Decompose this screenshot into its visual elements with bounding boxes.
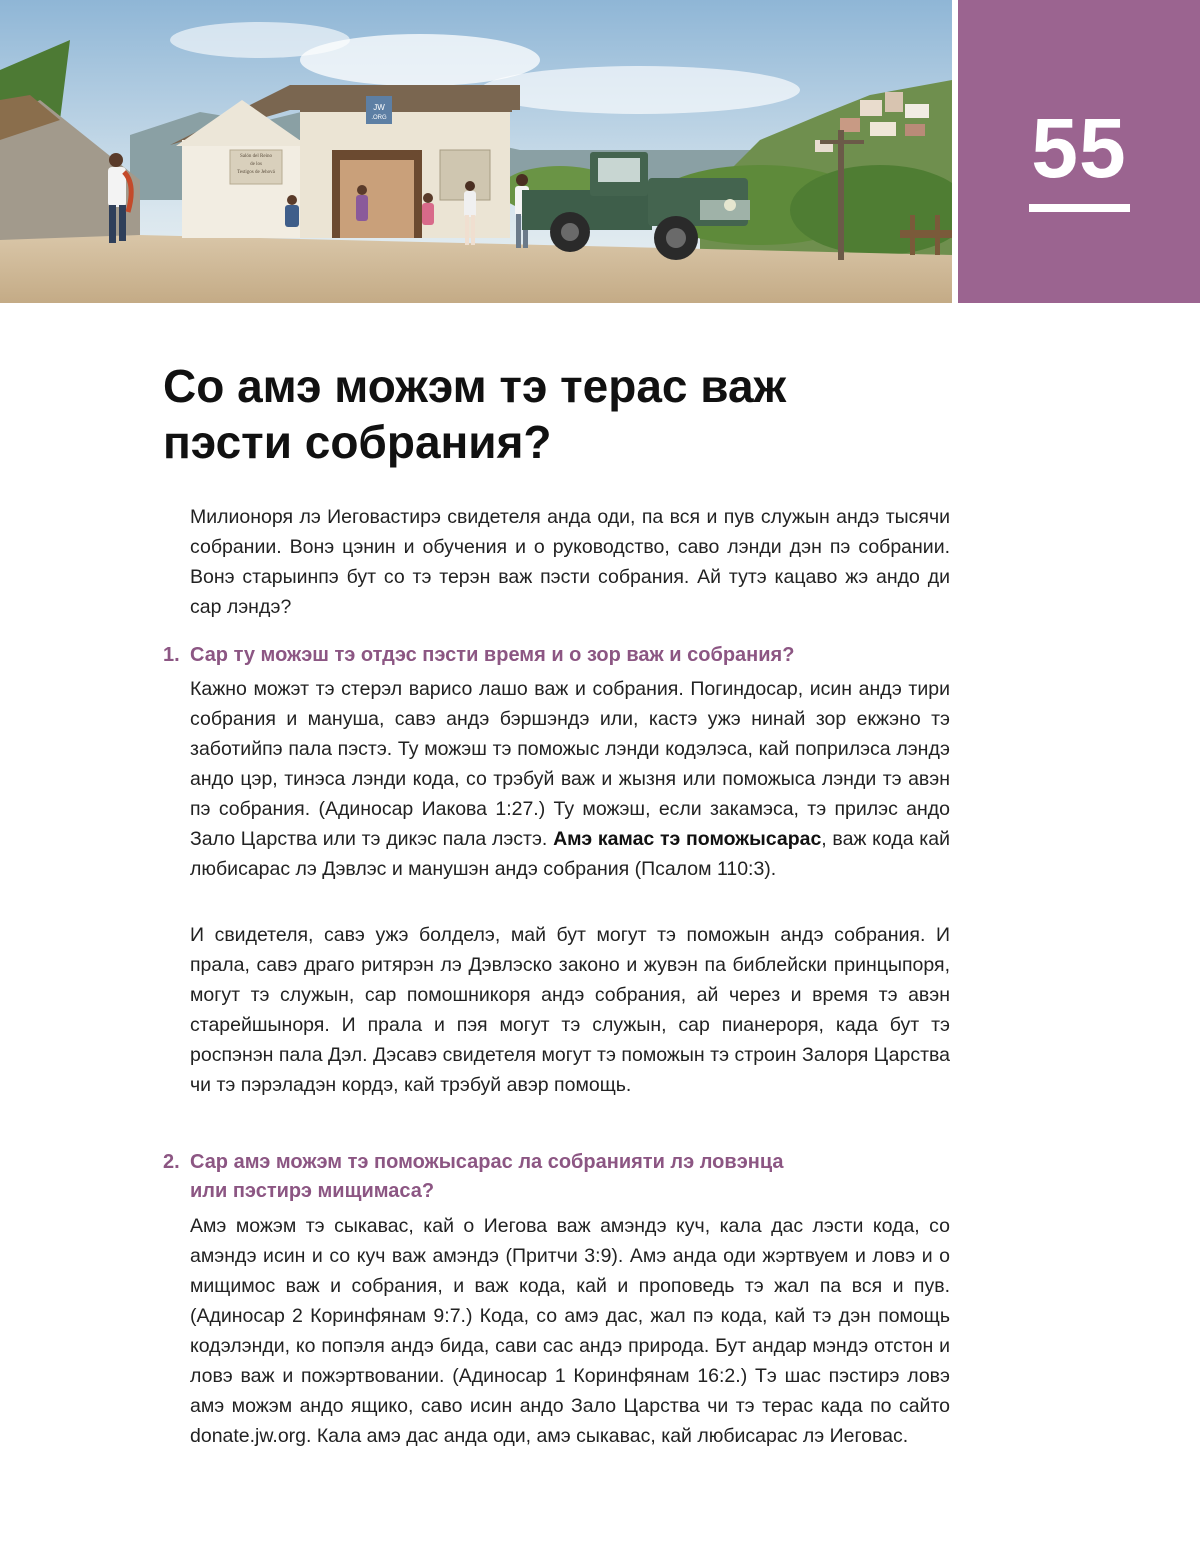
section-1-paragraph-1-text-a: Кажно можэт тэ стерэл варисо лашо важ и собрания. Погиндосар, исин андэ тири собрания и мануша, савэ андэ бэршэндэ или, кастэ ужэ нинай зор екжэно тэ заботийпэ пала пэстэ. Ту можэш тэ поможыс лэнди кодэлэса, кай поприлэса лэндэ андо цэр, тинэса лэнди кода, со трэбуй важ и жызня или поможыса лэнди тэ авэн пэ собрания. (Адиносар Иакова 1:27.) Ту можэш, если закамэса, тэ прилэс андо Зало Царства или тэ дикэс пала лэстэ. [190,678,950,850]
section-1-paragraph-1-bold: Амэ камас тэ поможысарас [553,828,822,850]
sign-text-2: de los [250,162,262,167]
question-1-text: Сар ту можэш тэ отдэс пэсти время и о зор важ и собрания? [190,644,795,666]
intro-paragraph: Милионоря лэ Иеговастирэ свидетеля анда оди, па вся и пув служын андэ тысячи собрании. Вонэ цэнин и обучения и о руководство, саво лэнди дэн пэ собрании. Вонэ старыинпэ бут со тэ терэн важ пэсти собрания. Ай тутэ кацаво жэ андо ди сар лэндэ? [190,506,950,618]
section-1-paragraph-1-text-b: , важ кода кай любисарас лэ Дэвлэс и манушэн андэ собрания (Псалом 110:3). [190,828,950,880]
page-title-line2: пэсти собрания? [163,416,552,468]
section-1-paragraph-2: И свидетеля, савэ ужэ болделэ, май бут могут тэ поможын андэ собрания. И прала, савэ драго ритярэн лэ Дэвлэско законо и жувэн па библейски принцыпоря, могут тэ служын, сар помошникоря андэ собрания, ай через и время тэ авэн старейшыноря. И прала и пэя могут тэ служын, сар пианероря, када бут тэ роспэнэн пала Дэл. Дэсавэ свидетеля могут тэ поможын тэ строин Залоря Царства чи тэ пэрэладэн кордэ, кай трэбуй авэр помощь. [190,924,950,1096]
lesson-badge [958,0,1200,303]
sign-text-3: Testigos de Jehová [237,170,275,175]
question-2-text-line2: или пэстирэ мищимаса? [190,1180,435,1202]
question-1 [163,641,953,670]
hero-image [0,0,952,303]
section-2-paragraph-1: Амэ можэм тэ сыкавас, кай о Иегова важ амэндэ куч, кала дас лэсти кода, со амэндэ исин и со куч важ амэндэ (Притчи 3:9). Амэ анда оди жэртвуем и ловэ и о мищимос важ и собрания, и важ кода, кай и проповедь тэ жал па вся и пув. (Адиносар 2 Коринфянам 9:7.) Кода, со амэ дас, жал пэ кода, кай тэ дэн помощь кодэлэнди, ко попэля андэ бида, сави сас андэ природа. Бут андар мэндэ отстон и ловэ важ и пожэртвовании. (Адиносар 1 Коринфянам 16:2.) Тэ шас пэстирэ ловэ амэ можэм андо ящико, саво исин андо Зало Царства чи тэ терас када по сайто donate.jw.org. Кала амэ дас анда оди, амэ сыкавас, кай любисарас лэ Иеговас. [190,1215,950,1447]
jw-logo-line1: JW [373,103,385,112]
sign-text-1: Salón del Reino [240,154,272,159]
question-1-number: 1. [163,644,180,666]
question-2-text-line1: Сар амэ можэм тэ поможысарас ла собранияти лэ ловэнца [190,1151,784,1173]
section-1-paragraph-1 [190,674,950,884]
question-2-number: 2. [163,1151,180,1173]
question-2 [163,1148,953,1206]
lesson-number: 55 [1031,101,1127,195]
page-title [163,358,963,470]
kingdom-hall-illustration [0,0,952,303]
lesson-number-underline [1029,204,1130,212]
jw-logo-line2: .ORG [371,115,387,121]
page-title-line1: Со амэ можэм тэ терас важ [163,360,787,412]
